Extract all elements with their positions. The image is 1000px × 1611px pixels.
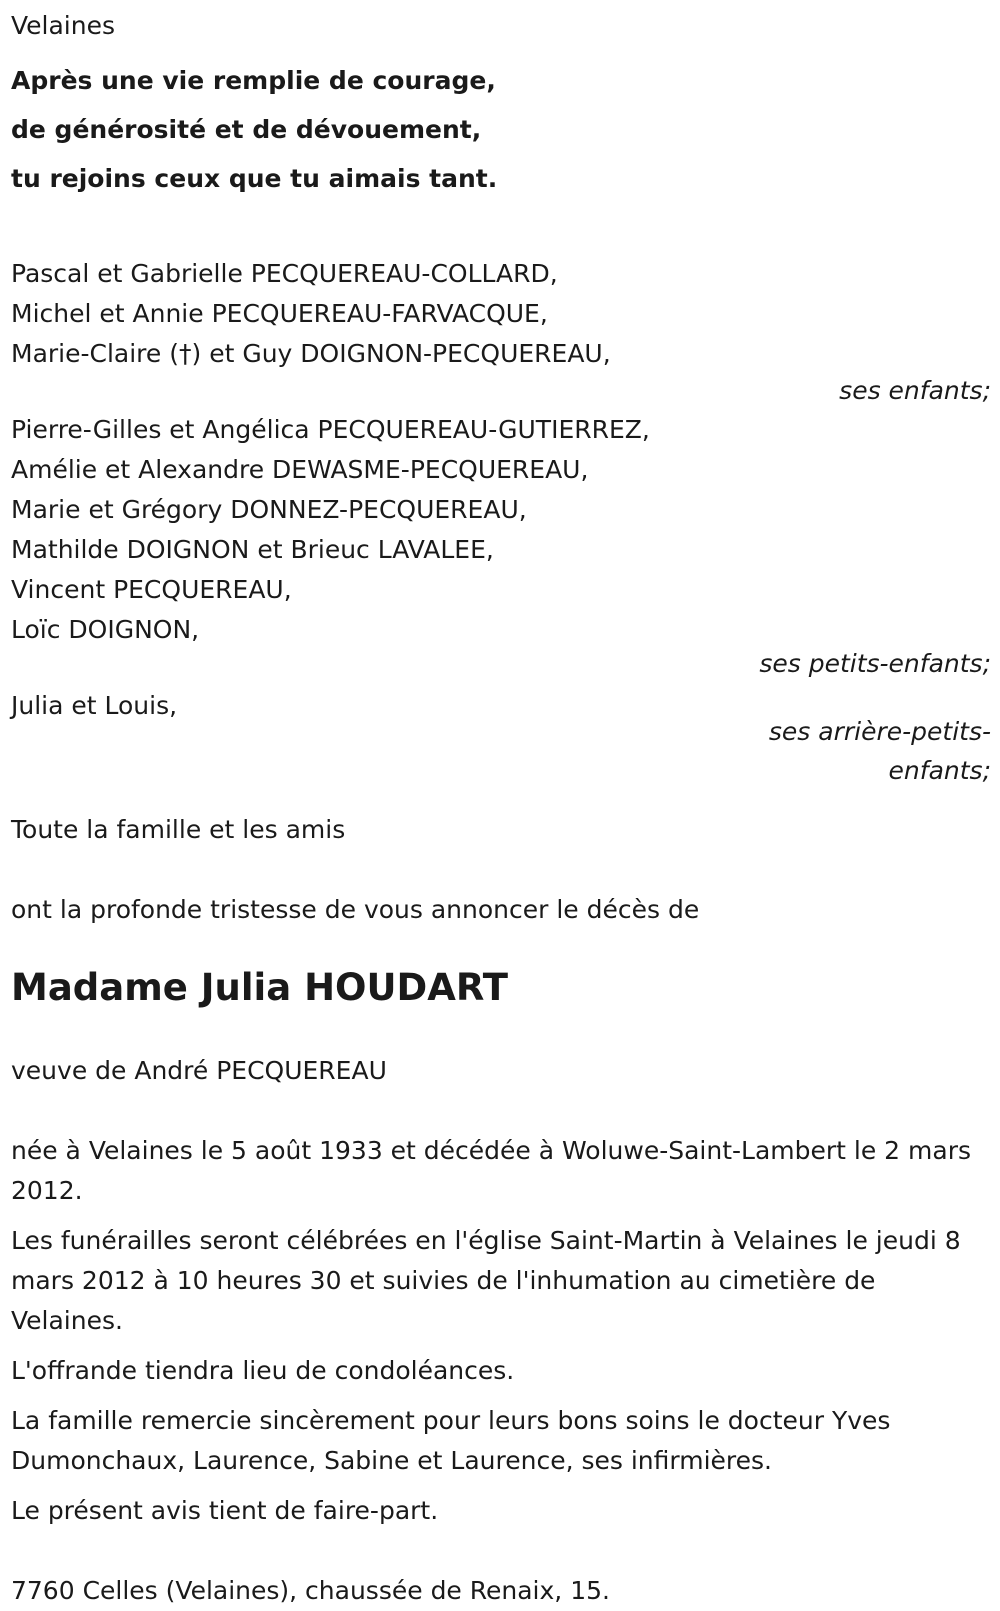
obituary-notice <box>11 6 991 1611</box>
intro-verse <box>11 56 991 203</box>
funeral-paragraph: Les funérailles seront célébrées en l'église Saint-Martin à Velaines le jeudi 8 mars 2012 à 10 heures 30 et suivies de l'inhumation au cimetière de Velaines. <box>11 1226 961 1335</box>
grandchild-name: Vincent PECQUEREAU, <box>11 575 292 604</box>
family-friends: Toute la famille et les amis <box>11 815 346 844</box>
grandchild-name: Marie et Grégory DONNEZ-PECQUEREAU, <box>11 495 527 524</box>
child-name: Michel et Annie PECQUEREAU-FARVACQUE, <box>11 299 548 328</box>
grandchild-name: Mathilde DOIGNON et Brieuc LAVALEE, <box>11 535 494 564</box>
great-grandchild-name: Julia et Louis, <box>11 691 178 720</box>
children-relation: ses enfants; <box>839 376 991 405</box>
notice-paragraph: Le présent avis tient de faire-part. <box>11 1496 439 1525</box>
town-heading: Velaines <box>11 11 116 40</box>
child-name: Pascal et Gabrielle PECQUEREAU-COLLARD, <box>11 259 558 288</box>
address: 7760 Celles (Velaines), chaussée de Renaix, 15. <box>11 1576 610 1605</box>
widow-of: veuve de André PECQUEREAU <box>11 1056 387 1085</box>
intro-line: Après une vie remplie de courage, <box>11 66 496 95</box>
grandchild-name: Amélie et Alexandre DEWASME-PECQUEREAU, <box>11 455 589 484</box>
offering-paragraph: L'offrande tiendra lieu de condoléances. <box>11 1356 515 1385</box>
child-name: Marie-Claire (†) et Guy DOIGNON-PECQUEREAU, <box>11 339 611 368</box>
great-grandchildren-relation: ses arrière-petits-enfants; <box>768 717 991 785</box>
intro-line: tu rejoins ceux que tu aimais tant. <box>11 164 498 193</box>
children-group <box>11 254 991 408</box>
deceased-name: Madame Julia HOUDART <box>11 966 508 1009</box>
great-grandchildren-group <box>11 686 991 790</box>
announcement: ont la profonde tristesse de vous annoncer le décès de <box>11 895 700 924</box>
grandchild-name: Pierre-Gilles et Angélica PECQUEREAU-GUTIERREZ, <box>11 415 650 444</box>
intro-line: de générosité et de dévouement, <box>11 115 482 144</box>
grandchild-name: Loïc DOIGNON, <box>11 615 200 644</box>
grandchildren-relation: ses petits-enfants; <box>759 649 991 678</box>
birth-death-paragraph: née à Velaines le 5 août 1933 et décédée à Woluwe-Saint-Lambert le 2 mars 2012. <box>11 1136 971 1205</box>
thanks-paragraph: La famille remercie sincèrement pour leurs bons soins le docteur Yves Dumonchaux, Laurence, Sabine et Laurence, ses infirmières. <box>11 1406 891 1475</box>
grandchildren-group <box>11 410 991 684</box>
